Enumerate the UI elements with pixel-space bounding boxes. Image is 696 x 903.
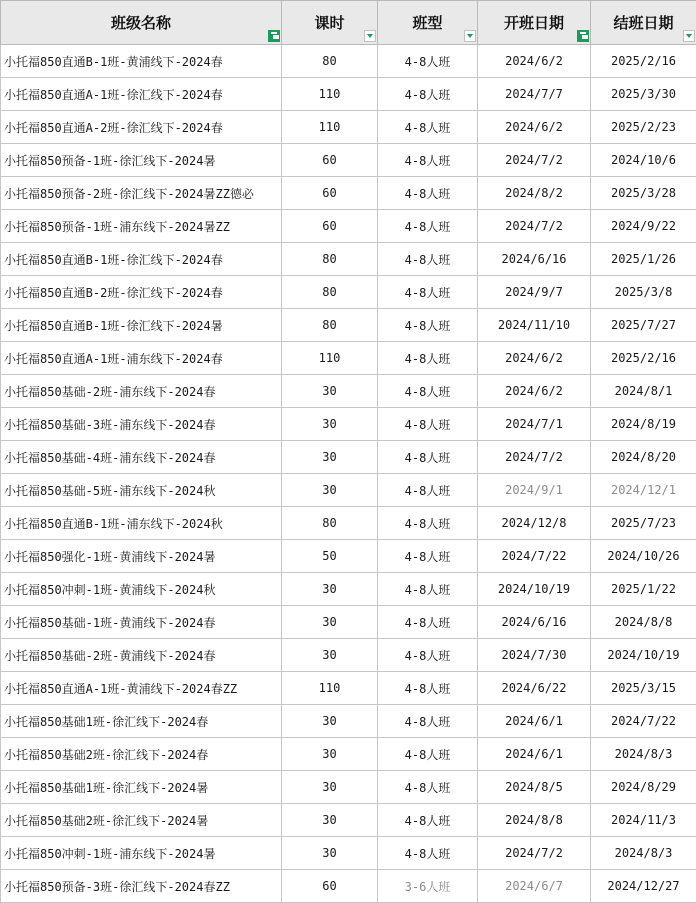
cell-end-date[interactable]: 2024/10/19 [591, 639, 696, 672]
table-row[interactable] [1, 606, 696, 639]
cell-start-date[interactable]: 2024/6/16 [478, 243, 591, 276]
cell-class-name[interactable]: 小托福850直通B-2班-徐汇线下-2024春 [1, 276, 282, 309]
cell-start-date[interactable]: 2024/8/2 [478, 177, 591, 210]
cell-class-type[interactable]: 4-8人班 [378, 804, 478, 837]
cell-class-name[interactable]: 小托福850直通B-1班-徐汇线下-2024春 [1, 243, 282, 276]
cell-class-type[interactable]: 4-8人班 [378, 672, 478, 705]
cell-class-type[interactable]: 4-8人班 [378, 45, 478, 78]
header-label: 开班日期 [504, 14, 564, 32]
cell-class-type[interactable]: 4-8人班 [378, 573, 478, 606]
table-row[interactable] [1, 771, 696, 804]
cell-start-date[interactable]: 2024/7/2 [478, 144, 591, 177]
cell-start-date[interactable]: 2024/6/2 [478, 111, 591, 144]
cell-start-date[interactable]: 2024/7/30 [478, 639, 591, 672]
table-row[interactable] [1, 45, 696, 78]
table-row[interactable] [1, 705, 696, 738]
filter-active-icon[interactable] [577, 30, 589, 42]
cell-class-type[interactable]: 4-8人班 [378, 606, 478, 639]
cell-class-name[interactable]: 小托福850直通A-1班-徐汇线下-2024春 [1, 78, 282, 111]
cell-end-date[interactable]: 2025/2/16 [591, 45, 696, 78]
cell-end-date[interactable]: 2024/8/1 [591, 375, 696, 408]
cell-hours[interactable]: 30 [282, 573, 378, 606]
cell-start-date[interactable]: 2024/6/2 [478, 342, 591, 375]
cell-class-type[interactable]: 4-8人班 [378, 408, 478, 441]
cell-start-date[interactable]: 2024/9/7 [478, 276, 591, 309]
cell-hours[interactable]: 80 [282, 507, 378, 540]
header-class-type[interactable] [378, 1, 478, 45]
cell-class-type[interactable]: 4-8人班 [378, 276, 478, 309]
cell-class-name[interactable]: 小托福850直通B-1班-浦东线下-2024秋 [1, 507, 282, 540]
header-label: 结班日期 [613, 14, 673, 32]
cell-class-name[interactable]: 小托福850直通A-1班-黄浦线下-2024春ZZ [1, 672, 282, 705]
cell-end-date[interactable]: 2024/10/26 [591, 540, 696, 573]
cell-class-name[interactable]: 小托福850基础2班-徐汇线下-2024暑 [1, 804, 282, 837]
cell-end-date[interactable]: 2025/3/15 [591, 672, 696, 705]
table-row[interactable] [1, 177, 696, 210]
cell-hours[interactable]: 80 [282, 309, 378, 342]
table-row[interactable] [1, 144, 696, 177]
cell-end-date[interactable]: 2025/7/23 [591, 507, 696, 540]
cell-start-date[interactable]: 2024/12/8 [478, 507, 591, 540]
cell-start-date[interactable]: 2024/7/2 [478, 210, 591, 243]
cell-end-date[interactable]: 2024/8/29 [591, 771, 696, 804]
table-row[interactable] [1, 804, 696, 837]
cell-class-name[interactable]: 小托福850基础-3班-浦东线下-2024春 [1, 408, 282, 441]
cell-hours[interactable]: 30 [282, 804, 378, 837]
cell-hours[interactable]: 60 [282, 144, 378, 177]
cell-hours[interactable]: 110 [282, 672, 378, 705]
cell-end-date[interactable]: 2025/1/26 [591, 243, 696, 276]
table-row[interactable] [1, 573, 696, 606]
cell-end-date[interactable]: 2024/12/27 [591, 870, 696, 903]
cell-class-name[interactable]: 小托福850基础1班-徐汇线下-2024春 [1, 705, 282, 738]
cell-start-date[interactable]: 2024/7/1 [478, 408, 591, 441]
table-row[interactable] [1, 276, 696, 309]
cell-start-date[interactable]: 2024/11/10 [478, 309, 591, 342]
table-row[interactable] [1, 408, 696, 441]
cell-end-date[interactable]: 2024/10/6 [591, 144, 696, 177]
cell-hours[interactable]: 30 [282, 606, 378, 639]
cell-start-date[interactable]: 2024/6/22 [478, 672, 591, 705]
table-row[interactable] [1, 111, 696, 144]
cell-hours[interactable]: 30 [282, 837, 378, 870]
cell-start-date[interactable]: 2024/6/1 [478, 705, 591, 738]
cell-class-name[interactable]: 小托福850基础-2班-浦东线下-2024春 [1, 375, 282, 408]
cell-hours[interactable]: 30 [282, 375, 378, 408]
header-start-date[interactable] [478, 1, 591, 45]
cell-hours[interactable]: 110 [282, 78, 378, 111]
cell-end-date[interactable]: 2025/3/28 [591, 177, 696, 210]
cell-class-type[interactable]: 4-8人班 [378, 111, 478, 144]
cell-start-date[interactable]: 2024/6/7 [478, 870, 591, 903]
cell-class-type[interactable]: 4-8人班 [378, 837, 478, 870]
table-row[interactable] [1, 78, 696, 111]
cell-hours[interactable]: 60 [282, 870, 378, 903]
cell-end-date[interactable]: 2024/11/3 [591, 804, 696, 837]
cell-hours[interactable]: 50 [282, 540, 378, 573]
table-row[interactable] [1, 210, 696, 243]
cell-start-date[interactable]: 2024/7/22 [478, 540, 591, 573]
cell-hours[interactable]: 110 [282, 111, 378, 144]
cell-class-type[interactable]: 3-6人班 [378, 870, 478, 903]
cell-start-date[interactable]: 2024/8/5 [478, 771, 591, 804]
cell-hours[interactable]: 30 [282, 771, 378, 804]
cell-hours[interactable]: 30 [282, 408, 378, 441]
cell-class-type[interactable]: 4-8人班 [378, 177, 478, 210]
cell-class-type[interactable]: 4-8人班 [378, 78, 478, 111]
cell-class-name[interactable]: 小托福850冲刺-1班-浦东线下-2024暑 [1, 837, 282, 870]
table-row[interactable] [1, 738, 696, 771]
cell-end-date[interactable]: 2025/3/30 [591, 78, 696, 111]
header-row [1, 1, 696, 45]
cell-end-date[interactable]: 2024/8/19 [591, 408, 696, 441]
cell-start-date[interactable]: 2024/6/16 [478, 606, 591, 639]
cell-start-date[interactable]: 2024/10/19 [478, 573, 591, 606]
cell-class-type[interactable]: 4-8人班 [378, 540, 478, 573]
cell-class-name[interactable]: 小托福850直通A-1班-浦东线下-2024春 [1, 342, 282, 375]
header-end-date[interactable] [591, 1, 696, 45]
table-row[interactable] [1, 243, 696, 276]
table-row[interactable] [1, 441, 696, 474]
cell-start-date[interactable]: 2024/6/2 [478, 375, 591, 408]
cell-start-date[interactable]: 2024/7/7 [478, 78, 591, 111]
cell-end-date[interactable]: 2025/2/23 [591, 111, 696, 144]
cell-class-type[interactable]: 4-8人班 [378, 243, 478, 276]
table-row[interactable] [1, 474, 696, 507]
cell-class-name[interactable]: 小托福850基础-5班-浦东线下-2024秋 [1, 474, 282, 507]
cell-end-date[interactable]: 2025/7/27 [591, 309, 696, 342]
cell-hours[interactable]: 30 [282, 474, 378, 507]
cell-class-type[interactable]: 4-8人班 [378, 738, 478, 771]
cell-class-name[interactable]: 小托福850预备-1班-浦东线下-2024暑ZZ [1, 210, 282, 243]
header-label: 课时 [314, 14, 344, 32]
cell-class-name[interactable]: 小托福850基础-2班-黄浦线下-2024春 [1, 639, 282, 672]
cell-class-name[interactable]: 小托福850直通A-2班-徐汇线下-2024春 [1, 111, 282, 144]
table-row[interactable] [1, 375, 696, 408]
cell-class-name[interactable]: 小托福850冲刺-1班-黄浦线下-2024秋 [1, 573, 282, 606]
table-row[interactable] [1, 540, 696, 573]
cell-class-name[interactable]: 小托福850基础2班-徐汇线下-2024春 [1, 738, 282, 771]
cell-end-date[interactable]: 2024/12/1 [591, 474, 696, 507]
cell-class-name[interactable]: 小托福850基础1班-徐汇线下-2024暑 [1, 771, 282, 804]
cell-class-name[interactable]: 小托福850基础-1班-黄浦线下-2024春 [1, 606, 282, 639]
cell-end-date[interactable]: 2024/8/8 [591, 606, 696, 639]
cell-end-date[interactable]: 2024/8/20 [591, 441, 696, 474]
table-row[interactable] [1, 639, 696, 672]
cell-class-name[interactable]: 小托福850直通B-1班-徐汇线下-2024暑 [1, 309, 282, 342]
table-row[interactable] [1, 342, 696, 375]
cell-class-name[interactable]: 小托福850基础-4班-浦东线下-2024春 [1, 441, 282, 474]
table-row[interactable] [1, 672, 696, 705]
filter-dropdown-icon[interactable] [364, 30, 376, 42]
cell-hours[interactable]: 30 [282, 441, 378, 474]
cell-hours[interactable]: 80 [282, 243, 378, 276]
cell-end-date[interactable]: 2024/7/22 [591, 705, 696, 738]
cell-class-name[interactable]: 小托福850强化-1班-黄浦线下-2024暑 [1, 540, 282, 573]
cell-hours[interactable]: 80 [282, 45, 378, 78]
cell-class-type[interactable]: 4-8人班 [378, 309, 478, 342]
cell-end-date[interactable]: 2025/2/16 [591, 342, 696, 375]
cell-class-type[interactable]: 4-8人班 [378, 639, 478, 672]
cell-hours[interactable]: 60 [282, 177, 378, 210]
header-label: 班级名称 [111, 14, 171, 32]
table-row[interactable] [1, 870, 696, 903]
table-row[interactable] [1, 309, 696, 342]
cell-start-date[interactable]: 2024/7/2 [478, 837, 591, 870]
cell-class-type[interactable]: 4-8人班 [378, 771, 478, 804]
cell-class-type[interactable]: 4-8人班 [378, 342, 478, 375]
cell-start-date[interactable]: 2024/8/8 [478, 804, 591, 837]
cell-start-date[interactable]: 2024/7/2 [478, 441, 591, 474]
header-label: 班型 [412, 14, 442, 32]
cell-hours[interactable]: 30 [282, 705, 378, 738]
cell-class-type[interactable]: 4-8人班 [378, 474, 478, 507]
cell-class-type[interactable]: 4-8人班 [378, 507, 478, 540]
cell-end-date[interactable]: 2024/8/3 [591, 738, 696, 771]
cell-class-name[interactable]: 小托福850预备-2班-徐汇线下-2024暑ZZ德必 [1, 177, 282, 210]
cell-class-name[interactable]: 小托福850预备-3班-徐汇线下-2024春ZZ [1, 870, 282, 903]
cell-end-date[interactable]: 2025/1/22 [591, 573, 696, 606]
cell-start-date[interactable]: 2024/9/1 [478, 474, 591, 507]
cell-hours[interactable]: 80 [282, 276, 378, 309]
cell-hours[interactable]: 30 [282, 639, 378, 672]
cell-hours[interactable]: 110 [282, 342, 378, 375]
cell-class-type[interactable]: 4-8人班 [378, 210, 478, 243]
header-class-name[interactable] [1, 1, 282, 45]
header-hours[interactable] [282, 1, 378, 45]
table-row[interactable] [1, 507, 696, 540]
filter-active-icon[interactable] [268, 30, 280, 42]
cell-class-name[interactable]: 小托福850预备-1班-徐汇线下-2024暑 [1, 144, 282, 177]
filter-dropdown-icon[interactable] [683, 30, 695, 42]
filter-dropdown-icon[interactable] [464, 30, 476, 42]
cell-end-date[interactable]: 2024/9/22 [591, 210, 696, 243]
cell-class-type[interactable]: 4-8人班 [378, 705, 478, 738]
table-row[interactable] [1, 837, 696, 870]
cell-start-date[interactable]: 2024/6/2 [478, 45, 591, 78]
cell-class-name[interactable]: 小托福850直通B-1班-黄浦线下-2024春 [1, 45, 282, 78]
cell-end-date[interactable]: 2024/8/3 [591, 837, 696, 870]
cell-hours[interactable]: 30 [282, 738, 378, 771]
cell-hours[interactable]: 60 [282, 210, 378, 243]
cell-end-date[interactable]: 2025/3/8 [591, 276, 696, 309]
cell-start-date[interactable]: 2024/6/1 [478, 738, 591, 771]
cell-class-type[interactable]: 4-8人班 [378, 144, 478, 177]
cell-class-type[interactable]: 4-8人班 [378, 375, 478, 408]
cell-class-type[interactable]: 4-8人班 [378, 441, 478, 474]
